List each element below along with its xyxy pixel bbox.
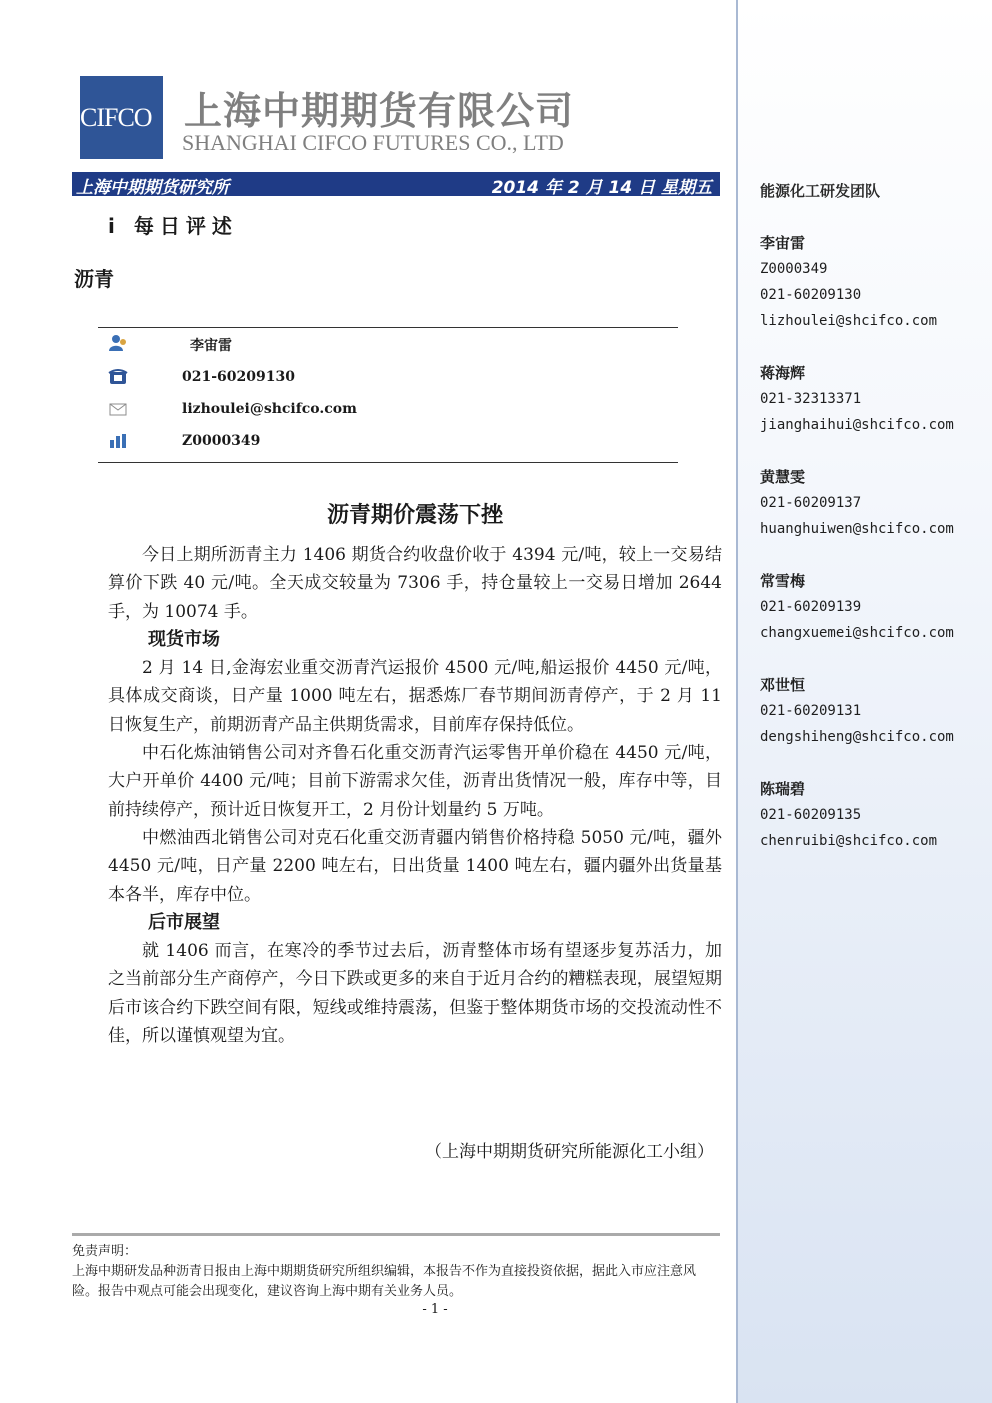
paragraph-spot-1: 2 月 14 日,金海宏业重交沥青汽运报价 4500 元/吨,船运报价 4450 元/吨，具体成交商谈，日产量 1000 吨左右，据悉炼厂春节期间沥青停产，于 2 月 11 日恢复生产，前期沥青产品主供期货需求，目前库存保持低位。 xyxy=(108,658,722,735)
company-name-en: SHANGHAI CIFCO FUTURES CO., LTD xyxy=(182,130,564,155)
contact-name: 黄慧雯 xyxy=(760,468,806,486)
contact-name: 常雪梅 xyxy=(760,572,806,590)
contact-name: 邓世恒 xyxy=(760,676,806,694)
heading-spot-market: 现货市场 xyxy=(148,628,220,650)
phone-icon xyxy=(108,368,128,386)
product-name: 沥青 xyxy=(74,267,114,291)
contact-card xyxy=(760,672,954,750)
paragraph-summary: 今日上期所沥青主力 1406 期货合约收盘价收于 4394 元/吨，较上一交易结算价下跌 40 元/吨。全天成交较量为 7306 手，持仓量较上一交易日增加 2644 手，为 10074 手。 xyxy=(108,545,722,622)
contact-phone: 021-60209131 xyxy=(760,703,862,719)
email-icon xyxy=(108,400,128,418)
contact-phone: 021-60209130 xyxy=(760,287,862,303)
author-email: lizhoulei@shcifco.com xyxy=(182,401,357,417)
paragraph-spot-3: 中燃油西北销售公司对克石化重交沥青疆内销售价格持稳 5050 元/吨，疆外 4450 元/吨，日产量 2200 吨左右，日出货量 1400 吨左右，疆内疆外出货量基本各半，库存中位。 xyxy=(108,827,722,905)
contact-name: 陈瑞碧 xyxy=(760,780,806,798)
disclaimer xyxy=(72,1242,720,1302)
company-logo xyxy=(80,76,163,159)
user-icon xyxy=(108,334,128,352)
contact-phone: 021-60209137 xyxy=(760,495,862,511)
company-name-cn: 上海中期期货有限公司 xyxy=(184,89,575,133)
author-box xyxy=(98,327,678,463)
author-name: 李宙雷 xyxy=(190,338,232,354)
contact-email: lizhoulei@shcifco.com xyxy=(760,313,938,329)
contact-name: 蒋海辉 xyxy=(760,364,806,382)
contact-card xyxy=(760,776,937,854)
contact-phone: 021-32313371 xyxy=(760,391,862,407)
contact-email: dengshiheng@shcifco.com xyxy=(760,729,954,745)
header-date: 2014 年 2 月 14 日 星期五 xyxy=(491,178,712,198)
contact-license: Z0000349 xyxy=(760,261,828,277)
paragraph-outlook: 就 1406 而言，在寒冷的季节过去后，沥青整体市场有望逐步复苏活力，加之当前部分生产商停产，今日下跌或更多的来自于近月合约的糟糕表现，展望短期后市该合约下跌空间有限，短线或维持震荡，但鉴于整体期货市场的交投流动性不佳，所以谨慎观望为宜。 xyxy=(108,941,722,1047)
disclaimer-title: 免责声明： xyxy=(72,1244,138,1259)
disclaimer-text: 上海中期研发品种沥青日报由上海中期期货研究所组织编辑，本报告不作为直接投资依据，据此入市应注意风险。报告中观点可能会出现变化，建议咨询上海中期有关业务人员。 xyxy=(72,1264,697,1299)
sidebar xyxy=(736,0,992,1403)
license-icon xyxy=(108,432,128,450)
contact-card xyxy=(760,230,937,334)
heading-outlook: 后市展望 xyxy=(148,911,220,933)
article-body xyxy=(108,541,722,1050)
article-signature: （上海中期期货研究所能源化工小组） xyxy=(425,1142,714,1162)
contact-email: chenruibi@shcifco.com xyxy=(760,833,938,849)
contact-email: huanghuiwen@shcifco.com xyxy=(760,521,954,537)
footer-divider xyxy=(72,1233,720,1236)
contact-phone: 021-60209139 xyxy=(760,599,862,615)
contact-card xyxy=(760,360,954,438)
logo-mark: CIFCO xyxy=(80,103,152,132)
header-org: 上海中期期货研究所 xyxy=(76,178,229,198)
section-title: i 每日评述 xyxy=(108,214,238,238)
contact-name: 李宙雷 xyxy=(760,234,806,252)
author-phone: 021-60209130 xyxy=(182,369,295,385)
page-number: - 1 - xyxy=(422,1302,448,1317)
contact-email: jianghaihui@shcifco.com xyxy=(760,417,954,433)
header-bar xyxy=(72,172,720,196)
team-title: 能源化工研发团队 xyxy=(760,182,881,200)
contact-email: changxuemei@shcifco.com xyxy=(760,625,954,641)
contact-phone: 021-60209135 xyxy=(760,807,862,823)
article-title: 沥青期价震荡下挫 xyxy=(326,503,503,528)
contact-card xyxy=(760,568,954,646)
contact-card xyxy=(760,464,954,542)
author-license: Z0000349 xyxy=(182,433,261,449)
paragraph-spot-2: 中石化炼油销售公司对齐鲁石化重交沥青汽运零售开单价稳在 4450 元/吨，大户开单价 4400 元/吨；目前下游需求欠佳，沥青出货情况一般，库存中等，目前持续停产，预计近日恢复开工，2 月份计划量约 5 万吨。 xyxy=(108,743,722,820)
